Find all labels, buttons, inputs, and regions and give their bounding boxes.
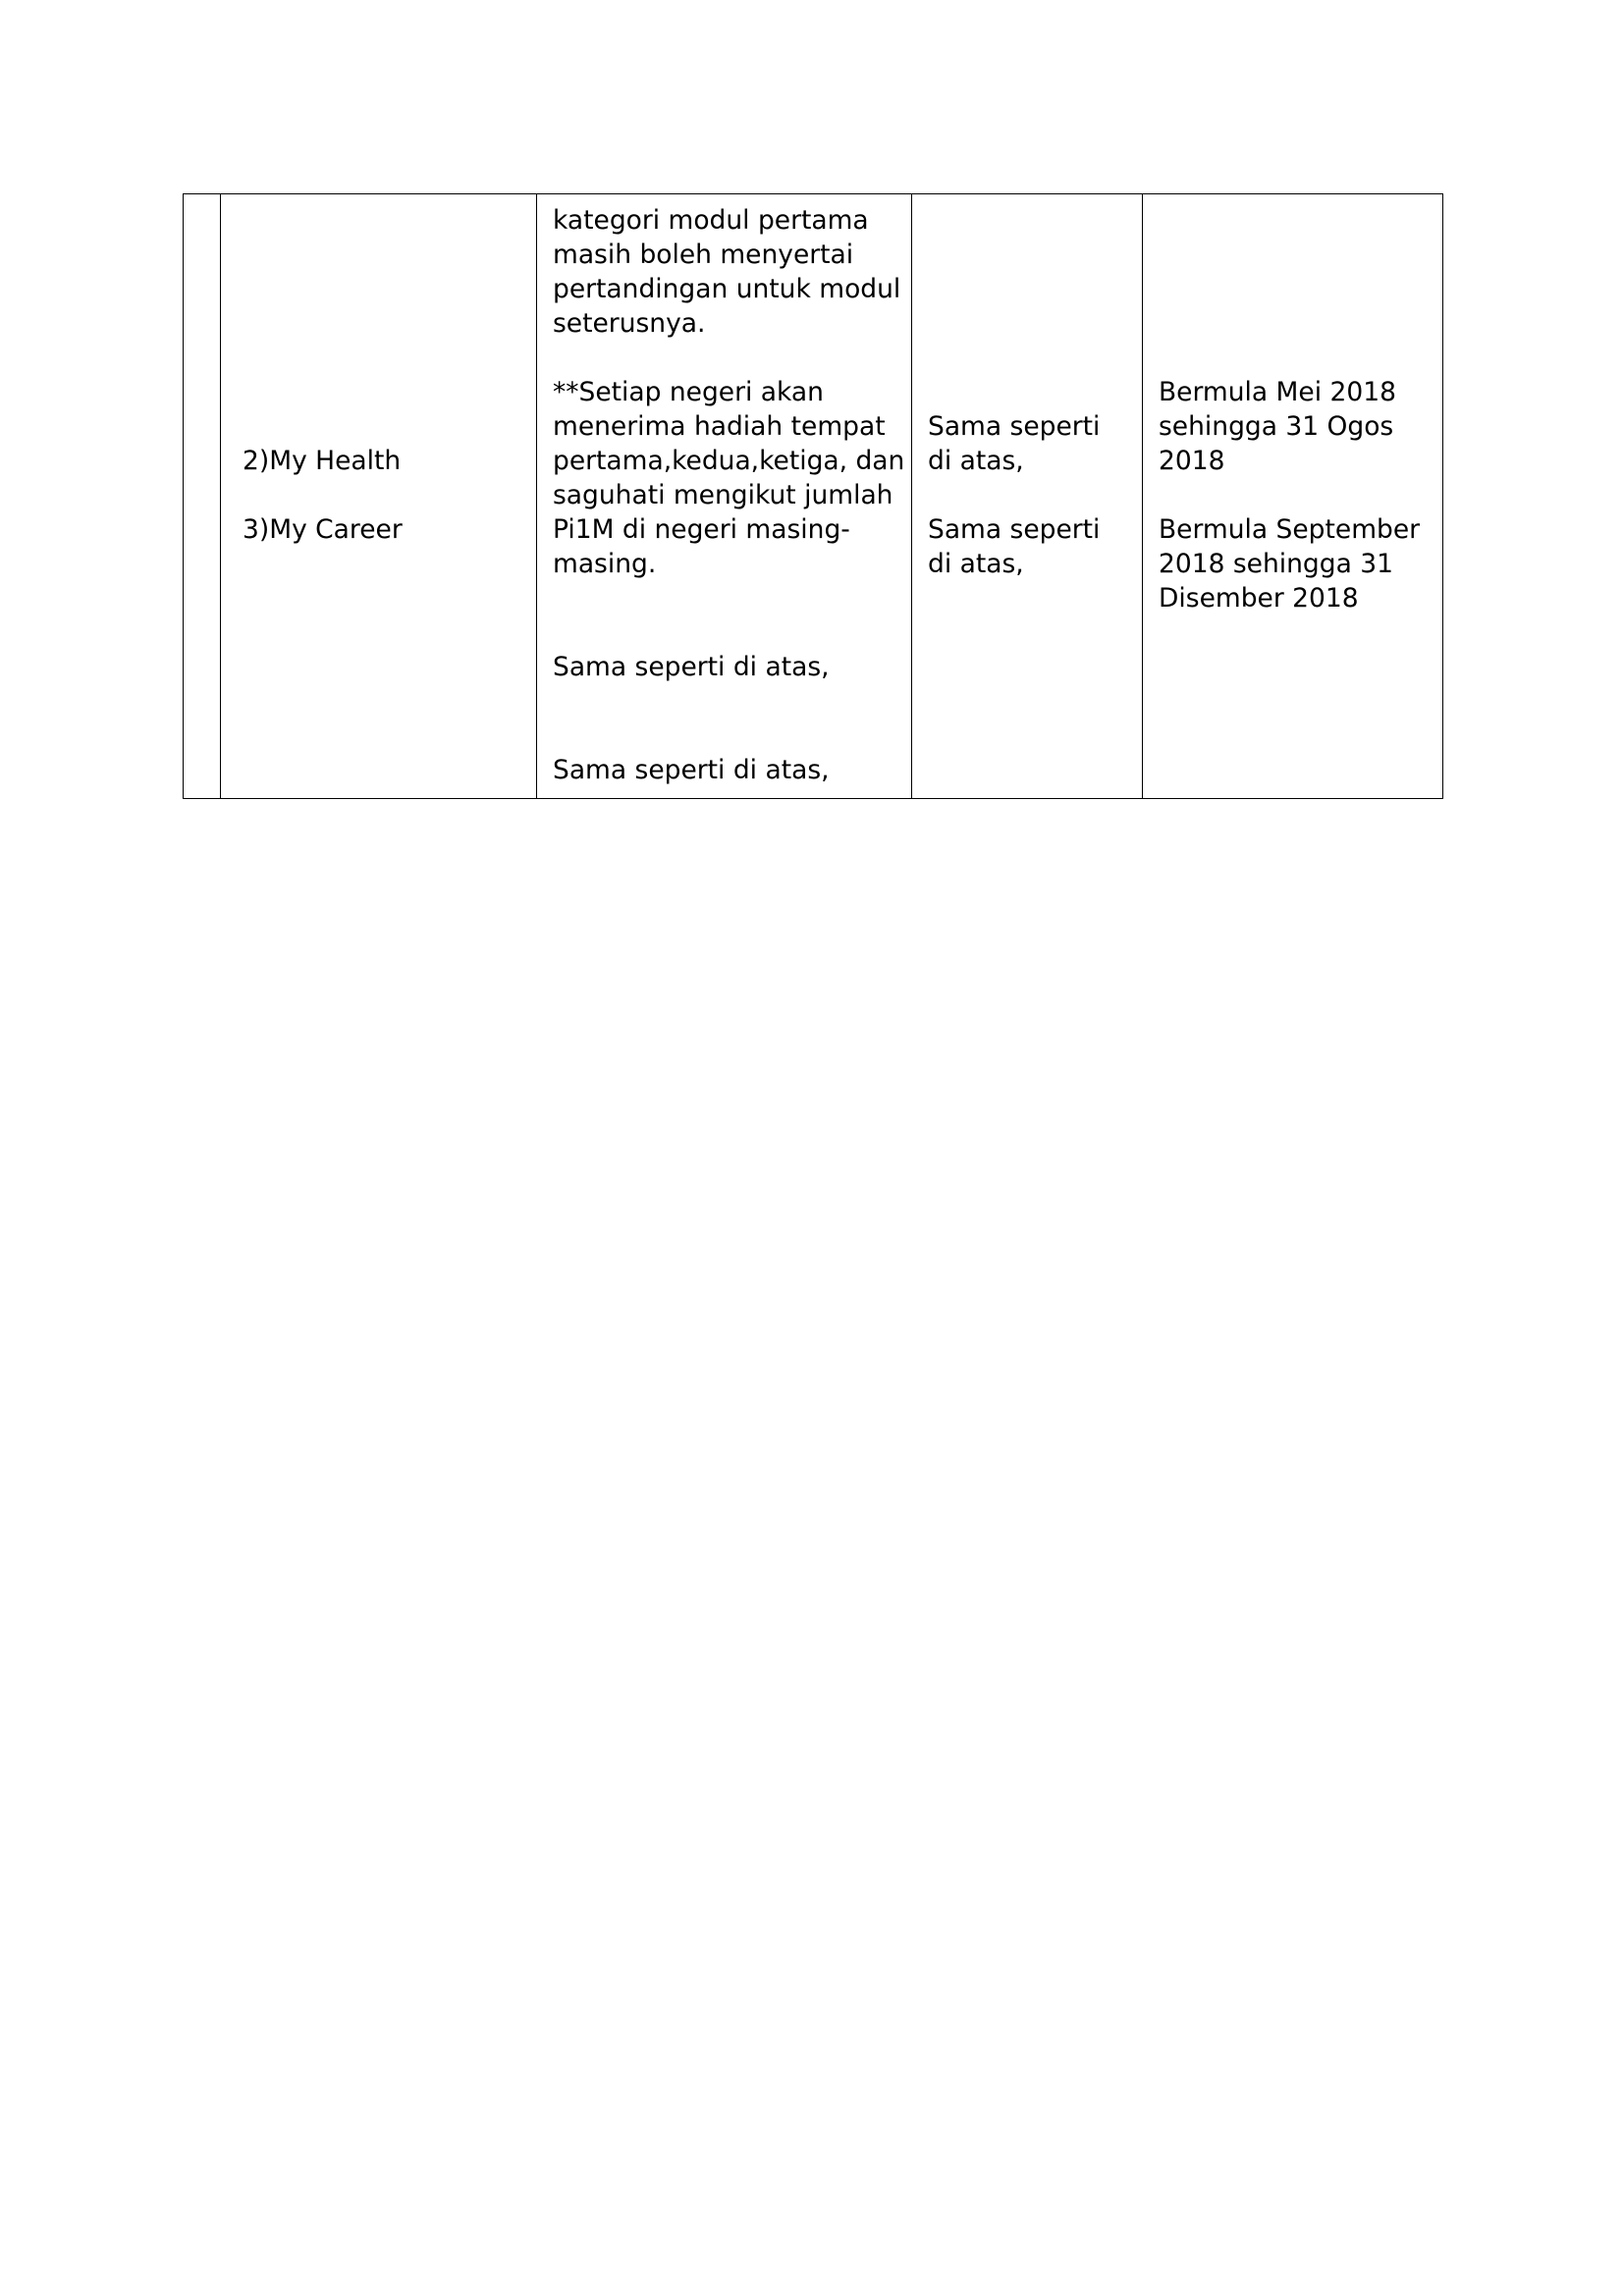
description-paragraph-italic-1: kategori modul pertama masih boleh menyertai pertandingan untuk modul seterusnya. [553, 205, 909, 339]
description-paragraph-italic-2: **Setiap negeri akan menerima hadiah tempat pertama,kedua,ketiga, dan saguhati mengikut jumlah Pi1M di negeri masing-masing. [553, 376, 913, 579]
row-number-text [184, 486, 220, 506]
description-spacer-2 [553, 582, 905, 651]
criteria-paragraph-2: Sama seperti di atas, [928, 513, 1109, 579]
criteria-paragraph-1: Sama seperti di atas, [928, 410, 1109, 476]
cell-criteria [912, 194, 1143, 799]
cell-date [1143, 194, 1443, 799]
date-paragraph-2: Bermula September 2018 sehingga 31 Disember 2018 [1159, 513, 1429, 614]
modules-list [221, 435, 536, 558]
description-spacer-1 [553, 342, 905, 376]
list-item: 3)My Career [243, 513, 403, 545]
list-item: 2)My Health [243, 445, 402, 476]
description-content [537, 194, 911, 798]
description-paragraph-plain-1: Sama seperti di atas, [553, 651, 830, 682]
table-row [184, 194, 1443, 799]
date-spacer [1159, 479, 1429, 513]
cell-row-number [184, 194, 221, 799]
schedule-table [183, 193, 1443, 799]
date-paragraph-1: Bermula Mei 2018 sehingga 31 Ogos 2018 [1159, 376, 1405, 476]
description-paragraph-plain-2: Sama seperti di atas, [553, 754, 830, 785]
description-spacer-3 [553, 685, 905, 754]
cell-modules [221, 194, 537, 799]
cell-description [537, 194, 912, 799]
date-content [1143, 366, 1442, 626]
module-spacer [243, 479, 522, 513]
criteria-content [912, 400, 1142, 592]
criteria-spacer [928, 479, 1128, 513]
